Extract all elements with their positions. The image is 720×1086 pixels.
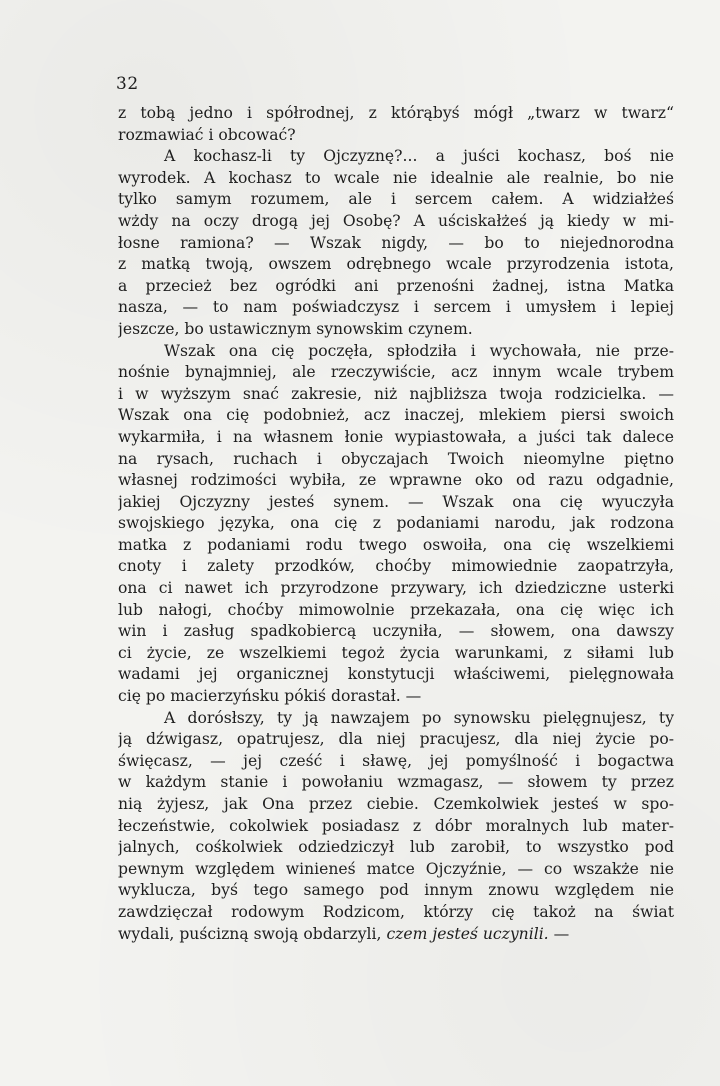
text-line: w każdym stanie i powołaniu wzmagasz, — słowem ty przez	[118, 773, 674, 792]
text-line: rozmawiać i obcować?	[118, 125, 296, 144]
text-line: z matką twoją, owszem odrębnego wcale przyrodzenia istota,	[118, 255, 674, 274]
text-line: święcasz, — jej cześć i sławę, jej pomyślność i bogactwa	[118, 751, 674, 770]
final-line-italic: czem jesteś uczynili.	[386, 924, 549, 943]
text-line-final	[118, 924, 674, 946]
text-line: wyrodek. A kochasz to wcale nie idealnie ale realnie, bo nie	[118, 168, 674, 187]
text-line: ją dźwigasz, opatrujesz, dla niej pracujesz, dla niej życie po-	[118, 730, 674, 749]
body-text	[118, 103, 674, 945]
text-line: na rysach, ruchach i obyczajach Twoich nieomylne piętno	[118, 449, 674, 468]
text-line: pewnym względem winieneś matce Ojczyźnie, — co wszakże nie	[118, 859, 674, 878]
text-line: win i zasług spadkobiercą uczyniła, — słowem, ona dawszy	[118, 622, 674, 641]
text-line: jakiej Ojczyzny jesteś synem. — Wszak ona cię wyuczyła	[118, 492, 674, 511]
text-line: nią żyjesz, jak Ona przez ciebie. Czemkolwiek jesteś w spo-	[118, 795, 674, 813]
text-line: cnoty i zalety przodków, choćby mimowiednie zaopatrzyła,	[118, 557, 674, 576]
text-line: nasza, — to nam poświadczysz i sercem i umysłem i lepiej	[118, 298, 674, 317]
text-line: wyklucza, byś tego samego pod innym znowu względem nie	[118, 881, 674, 900]
text-line: tylko samym rozumem, ale i sercem całem. A widziałżeś	[118, 190, 674, 209]
text-line: wadami jej organicznej konstytucji właściwemi, pielęgnowała	[118, 665, 674, 684]
text-line: Wszak ona cię poczęła, spłodziła i wychowała, nie prze-	[164, 341, 674, 360]
text-line: zawdzięczał rodowym Rodzicom, którzy cię takoż na świat	[118, 902, 674, 921]
final-line-regular: wydali, puścizną swoją obdarzyli,	[118, 924, 387, 943]
text-line: łosne ramiona? — Wszak nigdy, — bo to niejednorodna	[118, 233, 674, 252]
text-line: nośnie bynajmniej, ale rzeczywiście, acz innym wcale trybem	[118, 363, 674, 382]
text-line: matka z podaniami rodu twego oswoiła, ona cię wszelkiemi	[118, 535, 674, 554]
text-line: własnej rodzimości wybiła, ze wprawne oko od razu odgadnie,	[118, 471, 674, 490]
page-number: 32	[116, 74, 139, 94]
text-line: wżdy na oczy drogą jej Osobę? A uściskałżeś ją kiedy w mi-	[118, 211, 674, 230]
text-line: łeczeństwie, cokolwiek posiadasz z dóbr moralnych lub mater-	[118, 816, 674, 835]
text-line: a przecież bez ogródki ani przenośni żadnej, istna Matka	[118, 276, 674, 295]
text-line: z tobą jedno i spółrodnej, z którąbyś mógł „twarz w twarz“	[118, 104, 674, 122]
text-line: lub nałogi, choćby mimowolnie przekazała, ona cię więc ich	[118, 600, 674, 619]
text-line: cię po macierzyńsku pókiś dorastał. —	[118, 687, 422, 706]
text-line: A kochasz-li ty Ojczyznę?... a juści kochasz, boś nie	[164, 147, 674, 166]
text-line: ona ci nawet ich przyrodzone przywary, ich dziedziczne usterki	[118, 579, 674, 598]
final-line-tail: —	[548, 924, 570, 943]
text-line: Wszak ona cię podobnież, acz inaczej, mlekiem piersi swoich	[118, 406, 674, 425]
text-line: ci życie, ze wszelkiemi tegoż życia warunkami, z siłami lub	[118, 643, 674, 662]
text-line: A dorósłszy, ty ją nawzajem po synowsku pielęgnujesz, ty	[164, 708, 674, 727]
text-line: swojskiego języka, ona cię z podaniami narodu, jak rodzona	[118, 514, 674, 533]
text-line: wykarmiła, i na własnem łonie wypiastowała, a juści tak dalece	[118, 427, 674, 446]
text-line: i w wyższym snać zakresie, niż najbliższa twoja rodzicielka. —	[118, 384, 674, 403]
text-line: jalnych, cośkolwiek odziedziczył lub zarobił, to wszystko pod	[118, 838, 674, 857]
text-line: jeszcze, bo ustawicznym synowskim czynem.	[118, 319, 473, 338]
